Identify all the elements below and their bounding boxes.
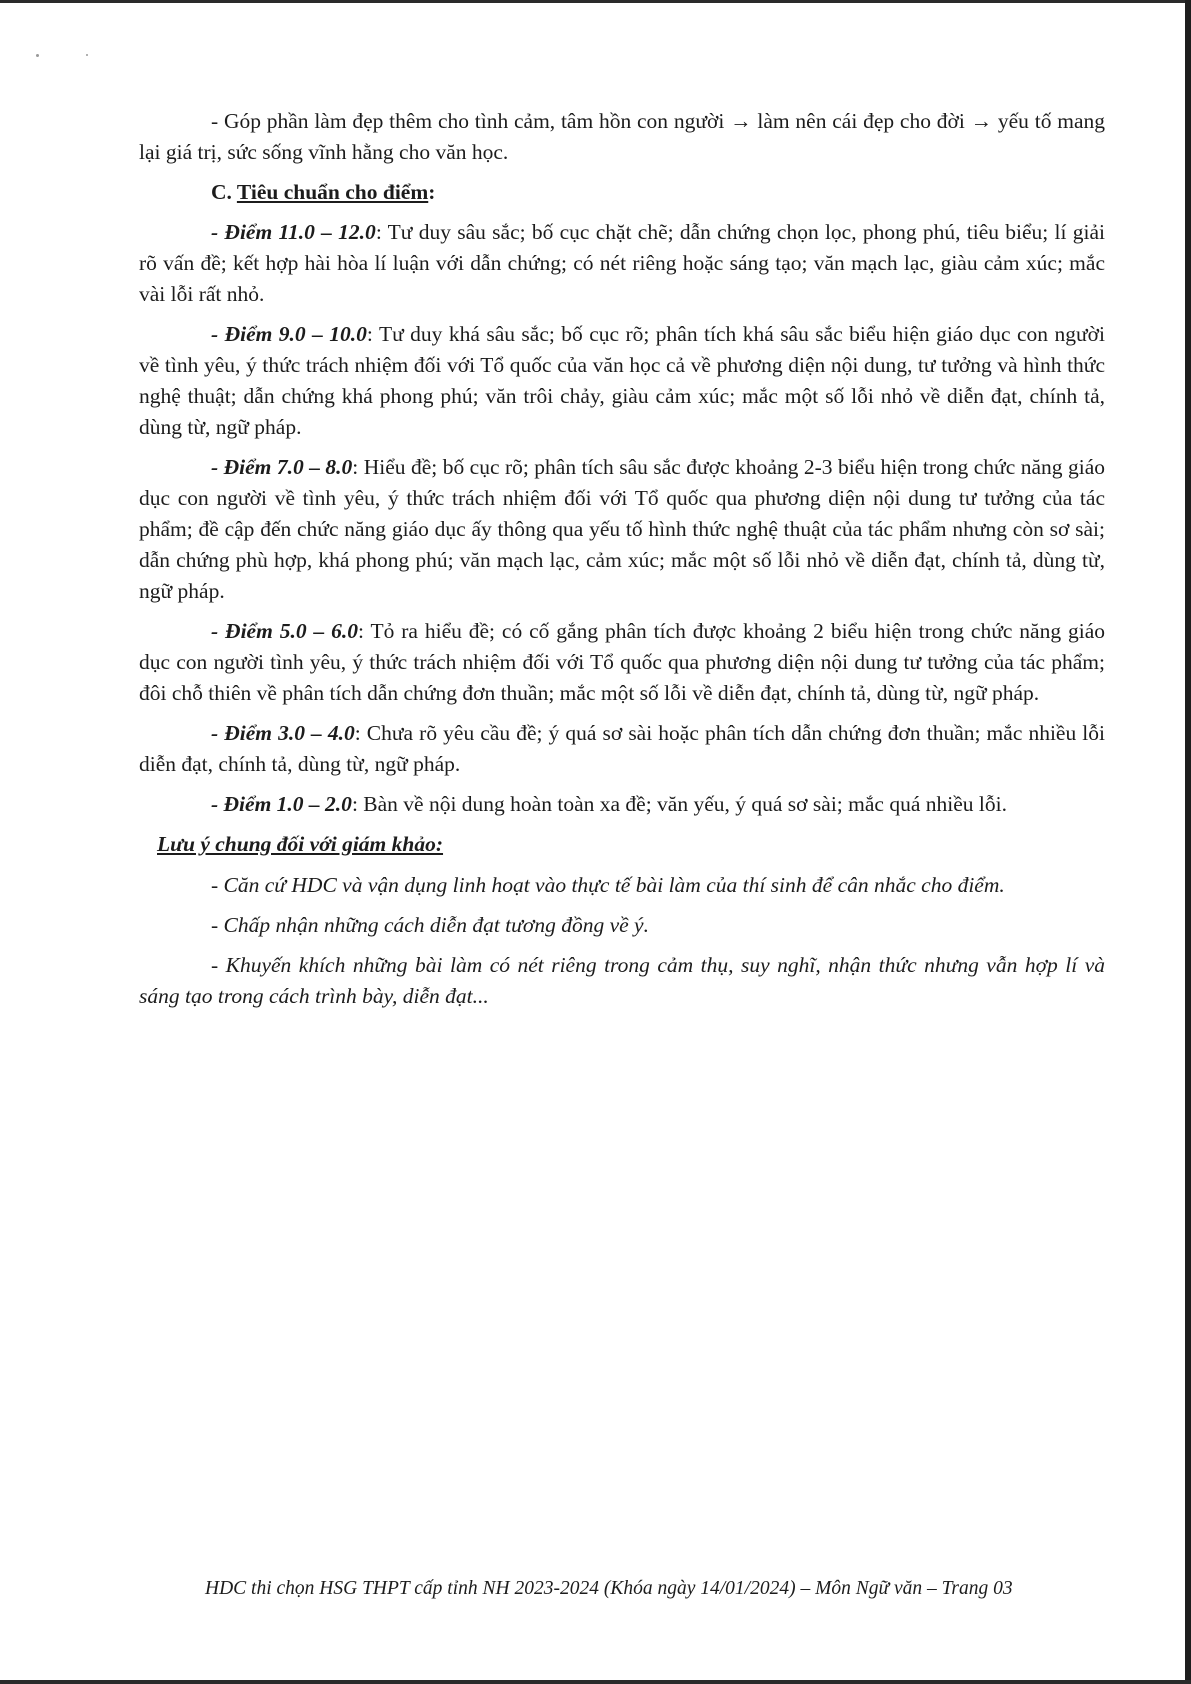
criterion-text: : Bàn về nội dung hoàn toàn xa đề; văn yếu, ý quá sơ sài; mắc quá nhiều lỗi. [351,792,1007,816]
section-c-colon: : [428,180,436,204]
scan-speck [36,54,39,57]
document-body [139,106,1105,1021]
section-c-title: Tiêu chuẩn cho điểm [236,180,429,204]
section-c-heading [211,177,1105,208]
criterion-lead: - Điểm 7.0 – 8.0 [211,455,353,479]
criterion-text: : Tỏ ra hiểu đề; có cố gắng phân tích được khoảng 2 biểu hiện trong chức năng giáo dục con người tình yêu, ý thức trách nhiệm đối với Tổ quốc qua phương diện nội dung tư tưởng của tác phẩm; đôi chỗ thiên về phân tích dẫn chứng đơn thuần; mắc một số lỗi về diễn đạt, chính tả, dùng từ, ngữ pháp. [139,619,1105,705]
criterion-9-10 [139,319,1105,443]
criterion-lead: - Điểm 1.0 – 2.0 [211,792,352,816]
general-note-item: - Chấp nhận những cách diễn đạt tương đồng về ý. [211,913,649,937]
general-note-item: - Căn cứ HDC và vận dụng linh hoạt vào thực tế bài làm của thí sinh để cân nhắc cho điểm. [211,873,1005,897]
criterion-3-4 [139,718,1105,780]
criterion-7-8 [139,452,1105,607]
criterion-lead: - Điểm 5.0 – 6.0 [211,619,358,643]
scan-edge-right [1185,0,1191,1684]
scan-edge-bottom [0,1680,1191,1684]
page-footer: HDC thi chọn HSG THPT cấp tỉnh NH 2023-2024 (Khóa ngày 14/01/2024) – Môn Ngữ văn – Trang 03 [205,1578,1013,1599]
intro-paragraph: - Góp phần làm đẹp thêm cho tình cảm, tâm hồn con người → làm nên cái đẹp cho đời → yếu tố mang lại giá trị, sức sống vĩnh hằng cho văn học. [139,109,1105,164]
general-notes-title: Lưu ý chung đối với giám khảo: [157,832,444,856]
criterion-text: : Chưa rõ yêu cầu đề; ý quá sơ sài hoặc phân tích dẫn chứng đơn thuần; mắc nhiều lỗi diễn đạt, chính tả, dùng từ, ngữ pháp. [139,721,1105,776]
criterion-1-2 [139,789,1105,820]
criterion-text: : Tư duy khá sâu sắc; bố cục rõ; phân tích khá sâu sắc biểu hiện giáo dục con người về tình yêu, ý thức trách nhiệm đối với Tổ quốc của văn học cả về phương diện nội dung, tư tưởng và hình thức nghệ thuật; dẫn chứng khá phong phú; văn trôi chảy, giàu cảm xúc; mắc một số lỗi nhỏ về diễn đạt, chính tả, dùng từ, ngữ pháp. [139,322,1105,439]
scan-edge-top [0,0,1191,3]
criterion-lead: - Điểm 11.0 – 12.0 [211,220,376,244]
criterion-lead: - Điểm 9.0 – 10.0 [211,322,367,346]
criterion-11-12 [139,217,1105,310]
criterion-text: : Tư duy sâu sắc; bố cục chặt chẽ; dẫn chứng chọn lọc, phong phú, tiêu biểu; lí giải rõ vấn đề; kết hợp hài hòa lí luận với dẫn chứng; có nét riêng hoặc sáng tạo; văn mạch lạc, giàu cảm xúc; mắc vài lỗi rất nhỏ. [139,220,1105,306]
scan-speck [86,54,88,56]
criterion-5-6 [139,616,1105,709]
criterion-lead: - Điểm 3.0 – 4.0 [211,721,355,745]
section-c-prefix: C. [211,180,237,204]
criterion-text: : Hiểu đề; bố cục rõ; phân tích sâu sắc được khoảng 2-3 biểu hiện trong chức năng giáo dục con người về tình yêu, ý thức trách nhiệm đối với Tổ quốc qua phương diện nội dung tư tưởng của tác phẩm; đề cập đến chức năng giáo dục ấy thông qua yếu tố hình thức nghệ thuật của tác phẩm nhưng còn sơ sài; dẫn chứng phù hợp, khá phong phú; văn mạch lạc, cảm xúc; mắc một số lỗi nhỏ về diễn đạt, chính tả, dùng từ, ngữ pháp. [139,455,1105,603]
general-note-item: - Khuyến khích những bài làm có nét riêng trong cảm thụ, suy nghĩ, nhận thức nhưng vẫn hợp lí và sáng tạo trong cách trình bày, diễn đạt... [139,953,1105,1008]
